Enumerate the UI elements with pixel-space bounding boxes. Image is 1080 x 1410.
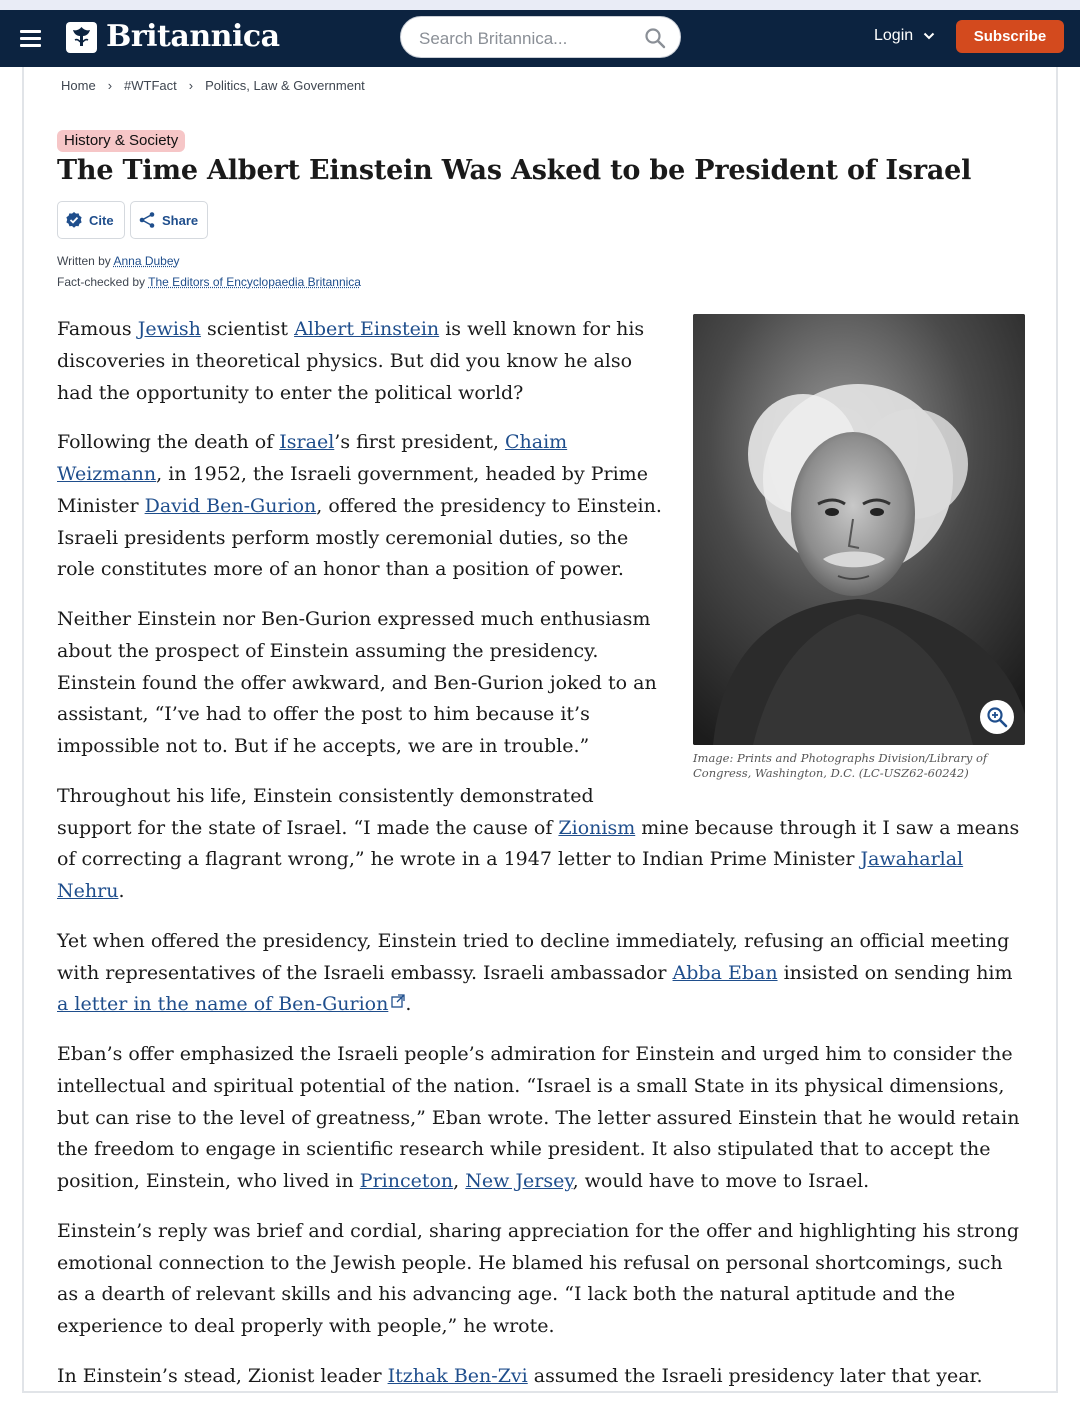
search-input[interactable]: [417, 26, 641, 52]
search-box[interactable]: [400, 16, 681, 58]
portrait-illustration: [693, 314, 1025, 745]
share-button[interactable]: [130, 201, 208, 239]
login-button[interactable]: [874, 27, 935, 45]
breadcrumb-wtfact[interactable]: #WTFact: [124, 78, 177, 93]
breadcrumb-politics[interactable]: Politics, Law & Government: [205, 78, 365, 93]
paragraph-8: [57, 1361, 1025, 1393]
author-link[interactable]: Anna Dubey: [113, 254, 180, 268]
text: , in 1952, the Israeli government, headed by Prime Minister: [57, 462, 648, 517]
zoom-in-icon[interactable]: [980, 700, 1014, 734]
link-albert-einstein[interactable]: Albert Einstein: [294, 318, 440, 340]
text: , offered the presidency to Einstein. Israeli presidents perform mostly ceremonial duties, so the role constitutes more of an honor than a position of power.: [57, 494, 662, 581]
text: ,: [453, 1170, 466, 1193]
britannica-logo[interactable]: [66, 21, 280, 53]
cite-label: Cite: [89, 212, 114, 228]
page-title: The Time Albert Einstein Was Asked to be President of Israel: [57, 155, 972, 186]
link-new-jersey[interactable]: New Jersey: [465, 1170, 573, 1193]
text: assumed the Israeli presidency later that year.: [527, 1364, 983, 1387]
text: scientist: [200, 318, 295, 340]
text: ’s first president,: [334, 431, 505, 454]
fact-checked-label: Fact-checked by: [57, 275, 146, 289]
link-letter-ben-gurion[interactable]: [57, 993, 405, 1015]
text: is well known for his discoveries in theoretical physics. But did you know he also had the opportunity to enter the political world?: [57, 318, 645, 404]
text: Following the death of: [57, 431, 280, 454]
text: Yet when offered the presidency, Einstein tried to decline immediately, refusing an official meeting with representatives of the Israeli embassy. Israeli ambassador: [57, 929, 1010, 984]
text: Famous: [57, 318, 138, 340]
text: , would have to move to Israel.: [572, 1170, 870, 1193]
fact-check-byline: [57, 275, 361, 289]
paragraph-5: [57, 926, 1025, 1021]
breadcrumb-home[interactable]: Home: [61, 78, 96, 93]
verified-badge-icon: [65, 211, 83, 229]
cite-button[interactable]: [57, 201, 125, 239]
written-by-label: Written by: [57, 254, 111, 268]
breadcrumb: [61, 78, 365, 93]
link-text: a letter in the name of Ben-Gurion: [57, 993, 389, 1016]
paragraph-4: [57, 781, 1025, 908]
article-body: [57, 314, 1025, 1410]
text: Throughout his life, Einstein consistently demonstrated support for the state of Israel. “I made the cause of: [57, 784, 594, 839]
author-byline: [57, 254, 180, 268]
subscribe-button[interactable]: Subscribe: [956, 20, 1064, 53]
link-jawaharlal-nehru[interactable]: Jawaharlal Nehru: [57, 848, 964, 903]
link-zionism[interactable]: Zionism: [558, 816, 636, 839]
share-label: Share: [162, 212, 199, 228]
breadcrumb-chevron-icon: ›: [107, 78, 113, 93]
thistle-logo-icon: [66, 22, 97, 53]
search-icon[interactable]: [644, 27, 666, 49]
link-jewish[interactable]: Jewish: [137, 318, 201, 340]
hamburger-menu-icon[interactable]: [20, 30, 41, 46]
category-tag[interactable]: History & Society: [57, 130, 185, 152]
external-link-icon: [391, 994, 405, 1008]
link-princeton[interactable]: Princeton: [359, 1170, 454, 1193]
text: .: [405, 993, 412, 1016]
article-figure: [693, 314, 1025, 781]
top-accent-bar: [0, 0, 1080, 10]
paragraph-7: Einstein’s reply was brief and cordial, sharing appreciation for the offer and highlighting his strong emotional connection to the Jewish people. He blamed his refusal on personal shortcomings, such as a dearth of relevant skills and his advancing age. “I lack both the natural aptitude and the experience to deal properly with people,” he wrote.: [57, 1219, 1019, 1338]
logo-wordmark: Britannica: [106, 19, 280, 54]
text: mine because through it I saw a means of correcting a flagrant wrong,” he wrote in a 1947 letter to Indian Prime Minister: [57, 816, 1020, 871]
text: insisted on sending him: [777, 961, 1013, 984]
login-label: Login: [874, 27, 914, 44]
image-caption: Image: Prints and Photographs Division/Library of Congress, Washington, D.C. (LC-USZ62-60242): [693, 751, 988, 780]
link-israel[interactable]: Israel: [279, 431, 335, 454]
text: In Einstein’s stead, Zionist leader: [57, 1364, 388, 1387]
link-chaim-weizmann[interactable]: Chaim Weizmann: [57, 431, 568, 485]
chevron-down-icon: [923, 32, 935, 40]
link-david-ben-gurion[interactable]: David Ben-Gurion: [144, 494, 317, 517]
share-icon: [138, 211, 156, 229]
breadcrumb-chevron-icon: ›: [188, 78, 194, 93]
paragraph-6: [57, 1039, 1025, 1198]
link-abba-eban[interactable]: Abba Eban: [672, 961, 778, 984]
text: .: [118, 880, 125, 903]
fact-checker-link[interactable]: The Editors of Encyclopaedia Britannica: [148, 275, 361, 289]
link-itzhak-ben-zvi[interactable]: Itzhak Ben-Zvi: [387, 1364, 528, 1387]
einstein-portrait-image[interactable]: [693, 314, 1025, 745]
text: Eban’s offer emphasized the Israeli people’s admiration for Einstein and urged him to consider the intellectual and spiritual potential of the nation. “Israel is a small State in its physical dimensions, but can rise to the level of greatness,” Eban wrote. The letter assured Einstein that he would retain the freedom to engage in scientific research while president. It also stipulated that to accept the position, Einstein, who lived in: [57, 1042, 1020, 1193]
paragraph-3: Neither Einstein nor Ben-Gurion expressed much enthusiasm about the prospect of Einstein assuming the presidency. Einstein found the offer awkward, and Ben-Gurion joked to an assistant, “I’ve had to offer the post to him because it’s impossible not to. But if he accepts, we are in trouble.”: [57, 607, 657, 758]
site-header: [0, 10, 1080, 67]
